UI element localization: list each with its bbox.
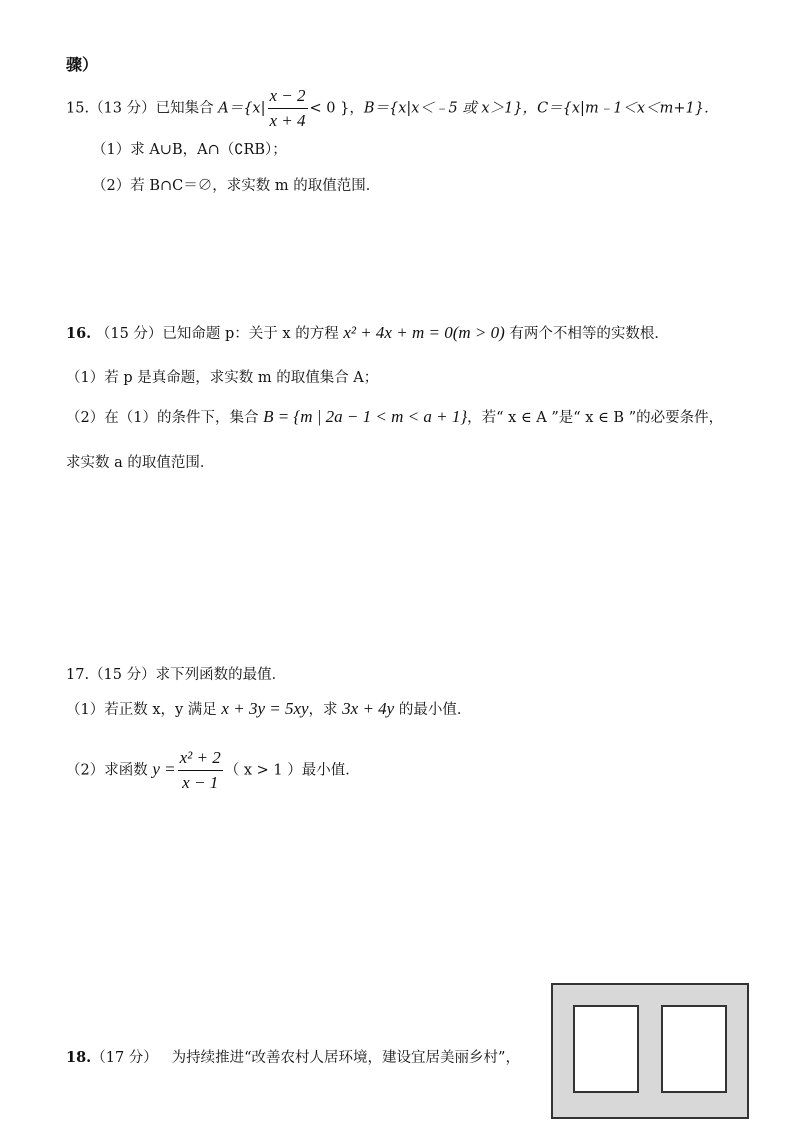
q15-number: 15. [66, 100, 90, 117]
q18-text: 为持续推进“改善农村人居环境，建设宜居美丽乡村”， [171, 1050, 520, 1066]
q15-part2: （2）若 B∩C＝∅，求实数 m 的取值范围． [92, 178, 381, 194]
q17-lead: 求下列函数的最值． [155, 667, 287, 683]
q17-part2-denominator: x − 1 [182, 773, 219, 792]
q18-number: 18. [66, 1049, 92, 1066]
q15-setA-prefix: A＝{x| [218, 100, 266, 117]
question-17 [66, 663, 286, 684]
q17-part1-mid: ，求 [308, 702, 343, 718]
q15-part1: （1）求 A∪B，A∩（∁RB）； [92, 142, 287, 158]
question-18 [66, 1046, 520, 1067]
q15-score: （13 分） [89, 100, 156, 117]
q16-setB: B = {m | 2a − 1 < m < a + 1} [263, 407, 468, 426]
q17-part1-expression: 3x + 4y [342, 699, 395, 718]
question-15 [66, 86, 718, 131]
q15-setA-suffix: < 0 }， [309, 100, 364, 117]
q18-diagram-left-rectangle [573, 1005, 639, 1093]
q16-tail: 有两个不相等的实数根． [504, 326, 669, 342]
q15-lead: 已知集合 [155, 100, 219, 117]
q18-diagram [551, 983, 749, 1119]
q16-part2-prefix: （2）在（1）的条件下，集合 [66, 410, 264, 426]
q16-part2 [66, 406, 723, 427]
q16-lead: 已知命题 p：关于 x 的方程 [162, 326, 344, 342]
q17-part2-condition: （ x > 1 ） [224, 762, 302, 779]
q15-setA-fraction [268, 86, 308, 131]
q17-part2-fraction [178, 748, 223, 793]
q18-score: （17 分） [91, 1050, 158, 1066]
question-16 [66, 322, 669, 343]
q17-part2-prefix: （2）求函数 [66, 762, 153, 779]
q17-part2-y: y = [152, 759, 176, 779]
q15-setA-denominator: x + 4 [269, 111, 306, 130]
q16-equation: x² + 4x + m = 0(m > 0) [343, 323, 505, 342]
q15-setB: B＝{x|x＜﹣5 或 x＞1}， [363, 100, 538, 117]
q16-number: 16. [66, 325, 92, 342]
q16-part2-suffix: ，若“ x ∈ A ”是“ x ∈ B ”的必要条件， [467, 410, 724, 426]
q15-setA-numerator: x − 2 [268, 86, 308, 109]
q16-part2-end: 求实数 a 的取值范围． [66, 455, 215, 471]
q15-setC: C＝{x|m﹣1＜x＜m+1}． [537, 100, 719, 117]
q17-number: 17. [66, 667, 90, 683]
q17-part1-prefix: （1）若正数 x，y 满足 [66, 702, 222, 718]
q17-score: （15 分） [89, 667, 156, 683]
q17-part1 [66, 698, 471, 719]
q16-part1: （1）若 p 是真命题，求实数 m 的取值集合 A； [66, 370, 379, 386]
q18-diagram-right-rectangle [661, 1005, 727, 1093]
q17-part2-numerator: x² + 2 [178, 748, 223, 771]
page-header-fragment: 骤） [66, 55, 99, 74]
q16-score: （15 分） [95, 326, 163, 342]
q17-part1-equation: x + 3y = 5xy [221, 699, 309, 718]
q17-part2 [66, 748, 360, 793]
q17-part1-suffix: 的最小值． [394, 702, 472, 718]
q17-part2-suffix: 最小值． [301, 762, 360, 779]
